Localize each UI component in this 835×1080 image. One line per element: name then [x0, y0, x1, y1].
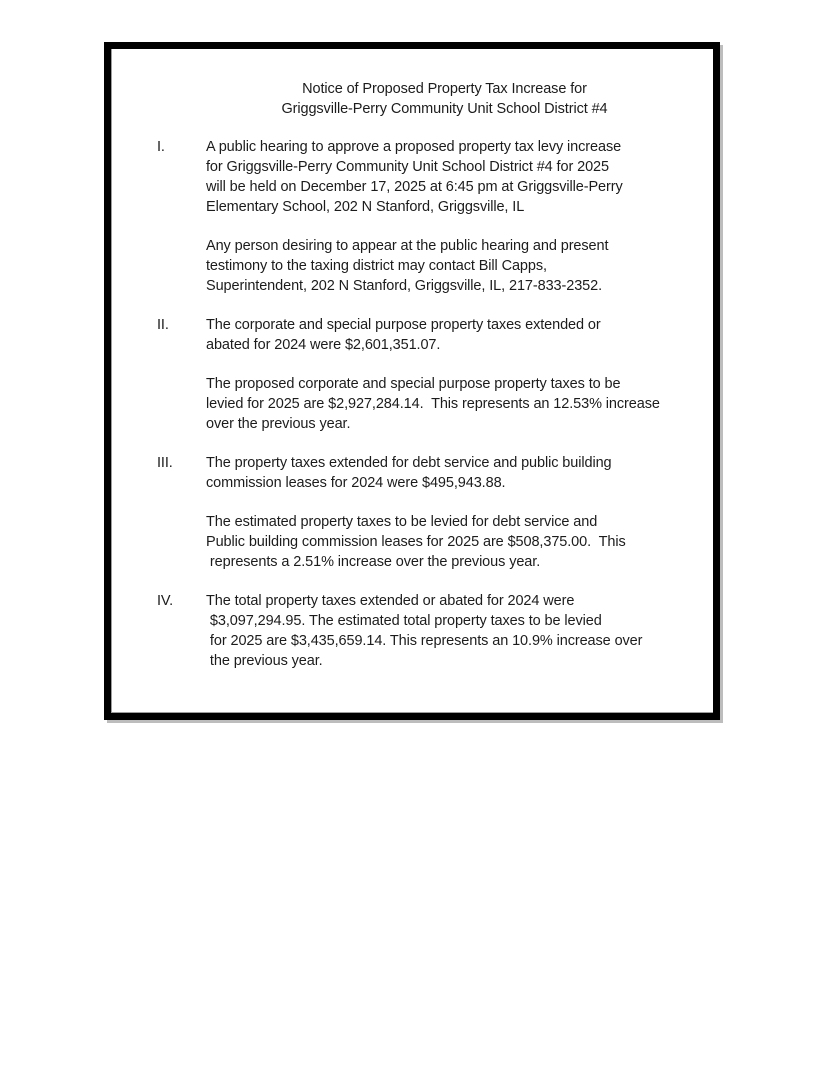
- text-line: Any person desiring to appear at the public hearing and present: [206, 238, 609, 254]
- text-line: the previous year.: [206, 653, 323, 669]
- text-line: The proposed corporate and special purpose property taxes to be: [206, 376, 621, 392]
- text-line: for Griggsville-Perry Community Unit School District #4 for 2025: [206, 159, 609, 175]
- item-body: [206, 453, 685, 591]
- item-paragraph: [206, 315, 685, 355]
- notice-item-3: [111, 453, 713, 591]
- text-line: Public building commission leases for 2025 are $508,375.00. This: [206, 534, 626, 550]
- item-paragraph: [206, 137, 685, 217]
- item-numeral: III.: [157, 455, 173, 471]
- notice-item-4: [111, 591, 713, 690]
- item-body: [206, 315, 685, 453]
- notice-title-line-1: Notice of Proposed Property Tax Increase for: [302, 81, 587, 97]
- item-paragraph: [206, 236, 685, 296]
- text-line: The corporate and special purpose property taxes extended or: [206, 317, 601, 333]
- text-line: represents a 2.51% increase over the previous year.: [206, 554, 541, 570]
- text-line: abated for 2024 were $2,601,351.07.: [206, 337, 441, 353]
- text-line: The total property taxes extended or abated for 2024 were: [206, 593, 575, 609]
- text-line: testimony to the taxing district may contact Bill Capps,: [206, 258, 547, 274]
- text-line: will be held on December 17, 2025 at 6:45 pm at Griggsville-Perry: [206, 179, 623, 195]
- item-body: [206, 591, 685, 690]
- text-line: Superintendent, 202 N Stanford, Griggsville, IL, 217-833-2352.: [206, 278, 603, 294]
- text-line: $3,097,294.95. The estimated total property taxes to be levied: [206, 613, 602, 629]
- item-paragraph: [206, 512, 685, 572]
- item-paragraph: [206, 374, 685, 434]
- notice-item-2: [111, 315, 713, 453]
- text-line: The property taxes extended for debt service and public building: [206, 455, 612, 471]
- item-numeral: IV.: [157, 593, 174, 609]
- text-line: Elementary School, 202 N Stanford, Griggsville, IL: [206, 199, 525, 215]
- notice-frame: [104, 42, 720, 720]
- item-paragraph: [206, 453, 685, 493]
- text-line: for 2025 are $3,435,659.14. This represents an 10.9% increase over: [206, 633, 643, 649]
- item-numeral: II.: [157, 317, 169, 333]
- notice-title: [206, 79, 683, 119]
- notice-item-1: [111, 137, 713, 315]
- item-body: [206, 137, 685, 315]
- item-paragraph: [206, 591, 685, 671]
- item-numeral: I.: [157, 139, 165, 155]
- text-line: The estimated property taxes to be levied for debt service and: [206, 514, 598, 530]
- text-line: A public hearing to approve a proposed property tax levy increase: [206, 139, 622, 155]
- text-line: commission leases for 2024 were $495,943.88.: [206, 475, 506, 491]
- text-line: levied for 2025 are $2,927,284.14. This represents an 12.53% increase: [206, 396, 660, 412]
- notice-title-line-2: Griggsville-Perry Community Unit School District #4: [281, 101, 608, 117]
- text-line: over the previous year.: [206, 416, 351, 432]
